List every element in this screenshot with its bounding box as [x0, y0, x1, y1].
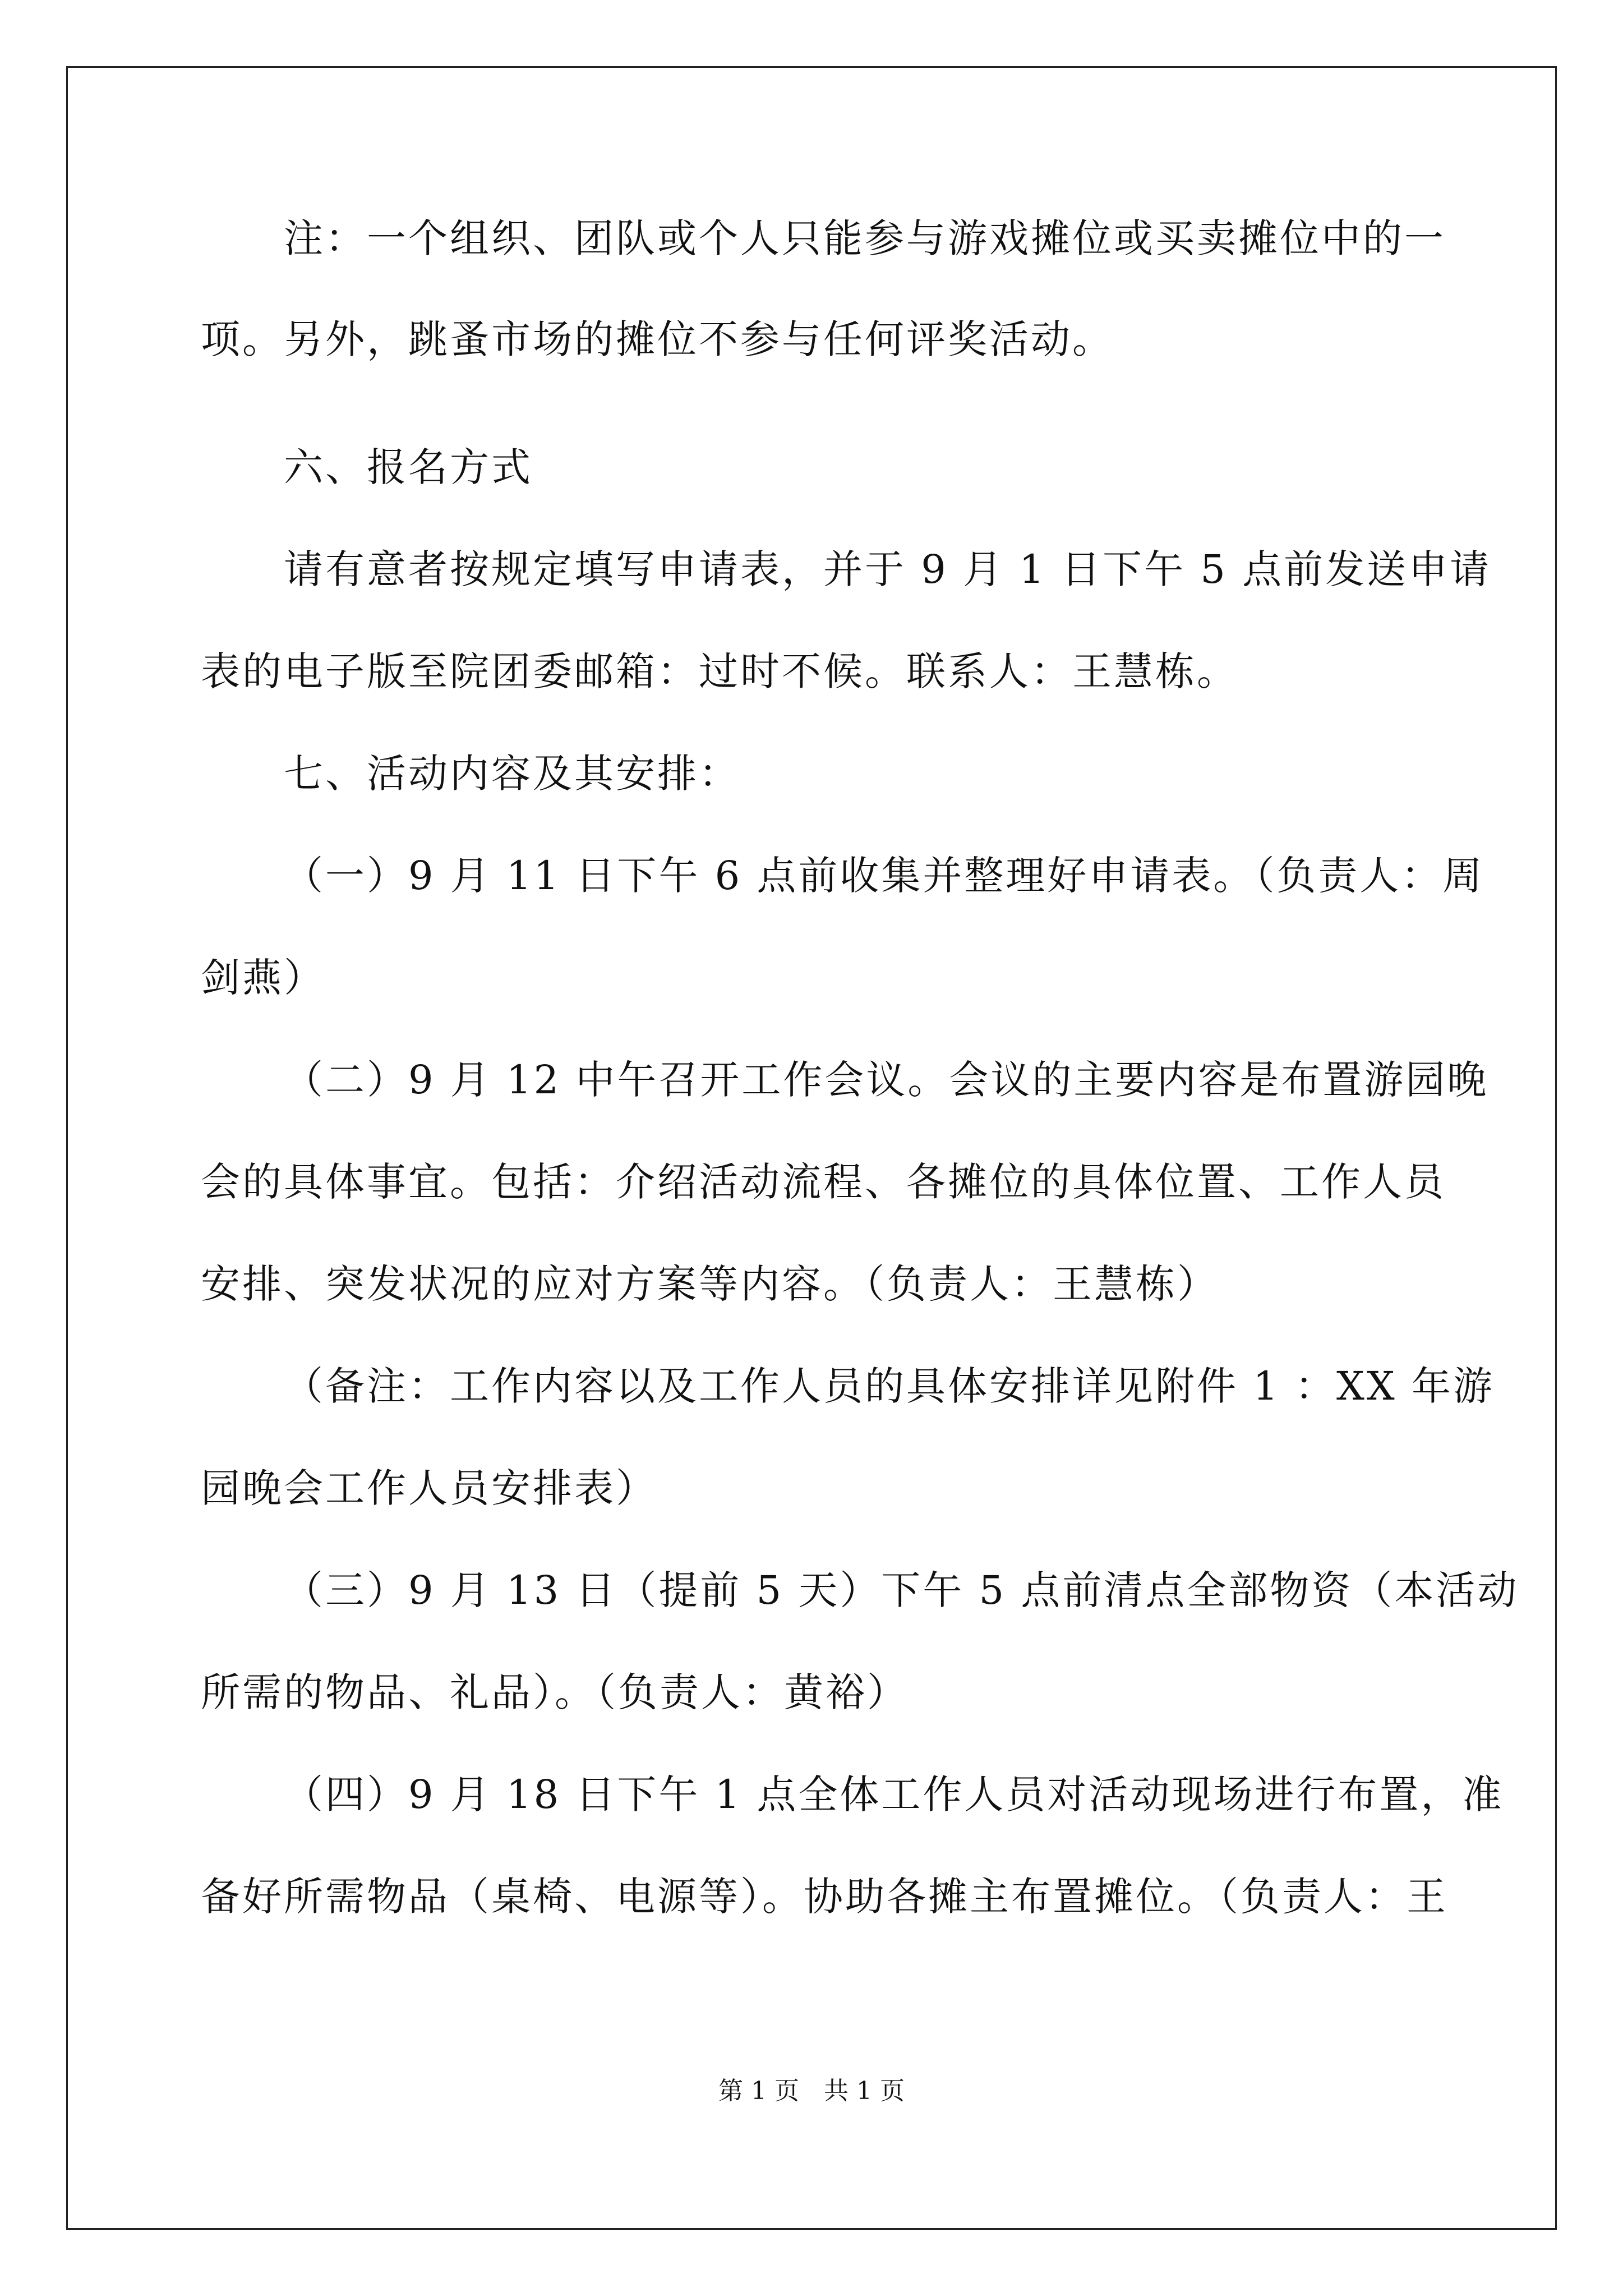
- remark-line-1: （备注：工作内容以及工作人员的具体安排详见附件 1 ：XX 年游: [284, 1363, 1495, 1409]
- item-1-line-1: （一）9 月 11 日下午 6 点前收集并整理好申请表。（负责人：周: [284, 853, 1484, 899]
- item-1-line-2: 剑燕）: [201, 955, 325, 1001]
- item-2-line-1: （二）9 月 12 中午召开工作会议。会议的主要内容是布置游园晚: [284, 1057, 1489, 1103]
- paragraph-registration-line-2: 表的电子版至院团委邮箱：过时不候。联系人：王慧栋。: [201, 648, 1238, 694]
- item-4-line-2: 备好所需物品（桌椅、电源等）。协助各摊主布置摊位。（负责人：王: [201, 1874, 1448, 1920]
- item-4-line-1: （四）9 月 18 日下午 1 点全体工作人员对活动现场进行布置，准: [284, 1772, 1504, 1818]
- item-2-line-2: 会的具体事宜。包括：介绍活动流程、各摊位的具体位置、工作人员: [201, 1159, 1446, 1205]
- item-2-line-3: 安排、突发状况的应对方案等内容。（负责人：王慧栋）: [201, 1261, 1219, 1307]
- remark-line-2: 园晚会工作人员安排表）: [201, 1465, 657, 1511]
- item-3-line-2: 所需的物品、礼品）。（负责人：黄裕）: [201, 1669, 909, 1715]
- section-heading-registration: 六、报名方式: [284, 444, 533, 490]
- paragraph-note-line-1: 注：一个组织、团队或个人只能参与游戏摊位或买卖摊位中的一: [284, 215, 1446, 261]
- section-heading-activities: 七、活动内容及其安排：: [284, 751, 740, 797]
- paragraph-note-line-2: 项。另外，跳蚤市场的摊位不参与任何评奖活动。: [201, 316, 1114, 362]
- page-number-footer: 第 1 页 共 1 页: [718, 2077, 905, 2105]
- item-3-line-1: （三）9 月 13 日（提前 5 天）下午 5 点前清点全部物资（本活动: [284, 1567, 1519, 1613]
- paragraph-registration-line-1: 请有意者按规定填写申请表，并于 9 月 1 日下午 5 点前发送申请: [284, 546, 1492, 592]
